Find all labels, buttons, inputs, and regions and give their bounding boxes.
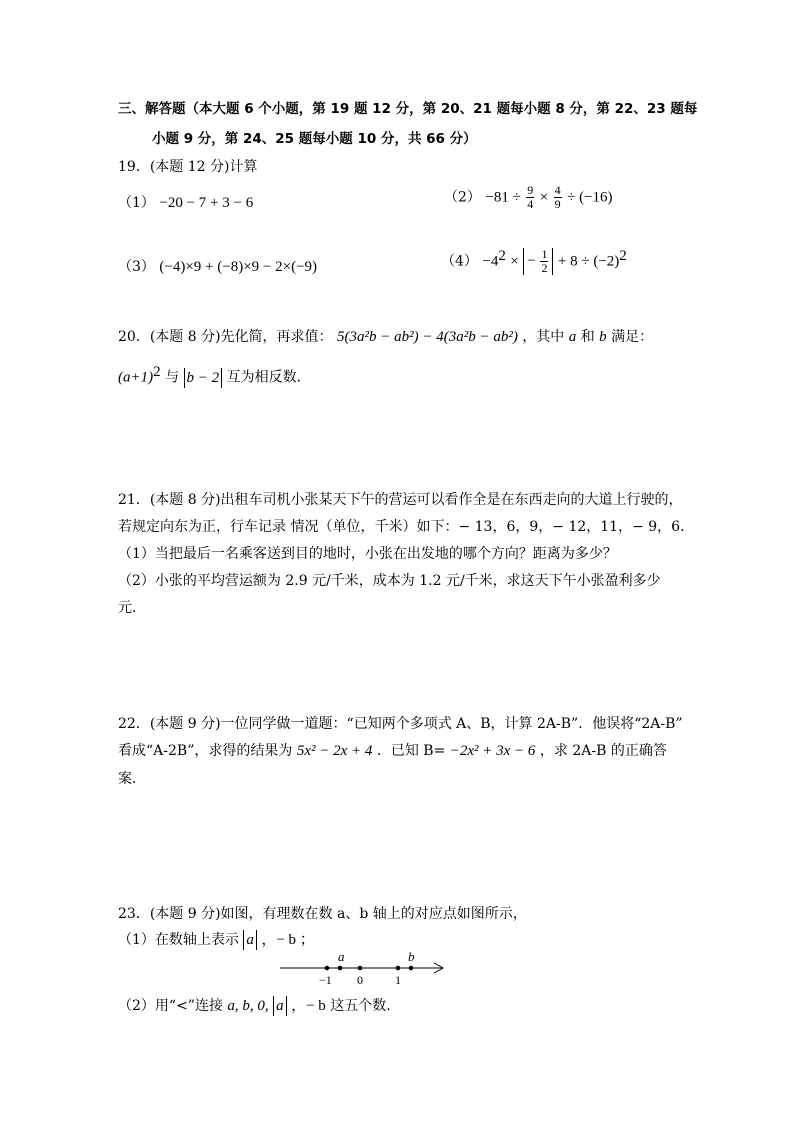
point-minus-one: [325, 966, 330, 971]
q23-part2: （2）用“<”连接 a, b, 0, a ，− b 这五个数.: [118, 998, 391, 1014]
q22-result-expr: 5x² − 2x + 4: [296, 743, 373, 759]
label-b: b: [408, 949, 415, 964]
q22-line3: 案．: [118, 771, 146, 787]
number-line: [270, 948, 450, 988]
q21-part1: （1）当把最后一名乘客送到目的地时，小张在出发地的哪个方向？距离为多少？: [118, 546, 617, 562]
q21-line2: 若规定向东为正，行车记录 情况（单位，千米）如下：− 13，6，9，− 12，11，− 9，6．: [118, 519, 695, 535]
q23-line1: 23．(本题 9 分)如图，有理数在数 a、b 轴上的对应点如图所示，: [118, 906, 527, 922]
q19-part3: （3） (−4)×9 + (−8)×9 − 2×(−9): [118, 259, 318, 275]
q19-part4-absolute: − $\frac{1}{2}$: [523, 248, 553, 275]
tick-one: 1: [395, 973, 401, 987]
q23-part1: （1）在数轴上表示 a ，− b ；: [118, 932, 315, 948]
q20-line1: 20．(本题 8 分)先化简，再求值： 5(3a²b − ab²) − 4(3a²b − ab²) ，其中 a 和 b 满足：: [118, 329, 654, 345]
q19-part4: $(4) -4^2$ × − $\frac{1}{2}$ + $8 \div (-2)^2$: [441, 247, 627, 276]
q19-part4-fraction: $\frac{1}{2}$: [541, 247, 548, 276]
section-title-line2: 小题 9 分，第 24、25 题每小题 10 分，共 66 分）: [152, 131, 477, 147]
point-a: [338, 966, 343, 971]
q19-part1-expr: −20 − 7 + 3 − 6: [159, 195, 254, 211]
point-one: [396, 966, 401, 971]
q19-part3-expr: (−4)×9 + (−8)×9 − 2×(−9): [159, 259, 318, 275]
q20-abs-b: b − 2: [184, 368, 223, 388]
point-b: [409, 966, 414, 971]
tick-zero: 0: [357, 973, 363, 987]
point-zero: [358, 966, 363, 971]
q20-expression: 5(3a²b − ab²) − 4(3a²b − ab²): [337, 329, 518, 345]
q22-b-expr: −2x² + 3x − 6: [449, 743, 536, 759]
q19-part2-fraction1: $\frac{9}{4}$: [527, 183, 534, 211]
section-title-line1: 三、解答题（本大题 6 个小题，第 19 题 12 分，第 20、21 题每小题 8 分，第 22、23 题每: [118, 101, 698, 117]
tick-minus-one: −1: [319, 973, 332, 987]
q19-part2-fraction2: $\frac{4}{9}$: [554, 183, 561, 211]
q21-part2: （2）小张的平均营运额为 2.9 元/千米，成本为 1.2 元/千米，求这天下午小张盈利多少: [118, 573, 661, 589]
q19-part2: （2） −81 ÷ $\frac{9}{4}$ × $\frac{4}{9}$ ÷ (−16): [444, 183, 613, 211]
q21-part2-end: 元．: [118, 600, 146, 616]
q19-heading: 19．(本题 12 分)计算: [118, 159, 258, 175]
q20-line2: $(a+1)^2$ 与 b − 2 互为相反数．: [118, 364, 311, 386]
q21-line1: 21．(本题 8 分)出租车司机小张某天下午的营运可以看作全是在东西走向的大道上行驶的，: [118, 492, 683, 508]
q22-line2: 看成“A-2B”，求得的结果为 5x² − 2x + 4 ．已知 B= −2x² + 3x − 6 ，求 2A-B 的正确答: [118, 743, 667, 759]
q19-part1: （1） −20 − 7 + 3 − 6: [118, 195, 254, 211]
label-a: a: [338, 949, 345, 964]
q22-line1: 22．(本题 9 分)一位同学做一道题：“已知两个多项式 A、B，计算 2A-B”．他误将“2A-B”: [118, 716, 683, 732]
